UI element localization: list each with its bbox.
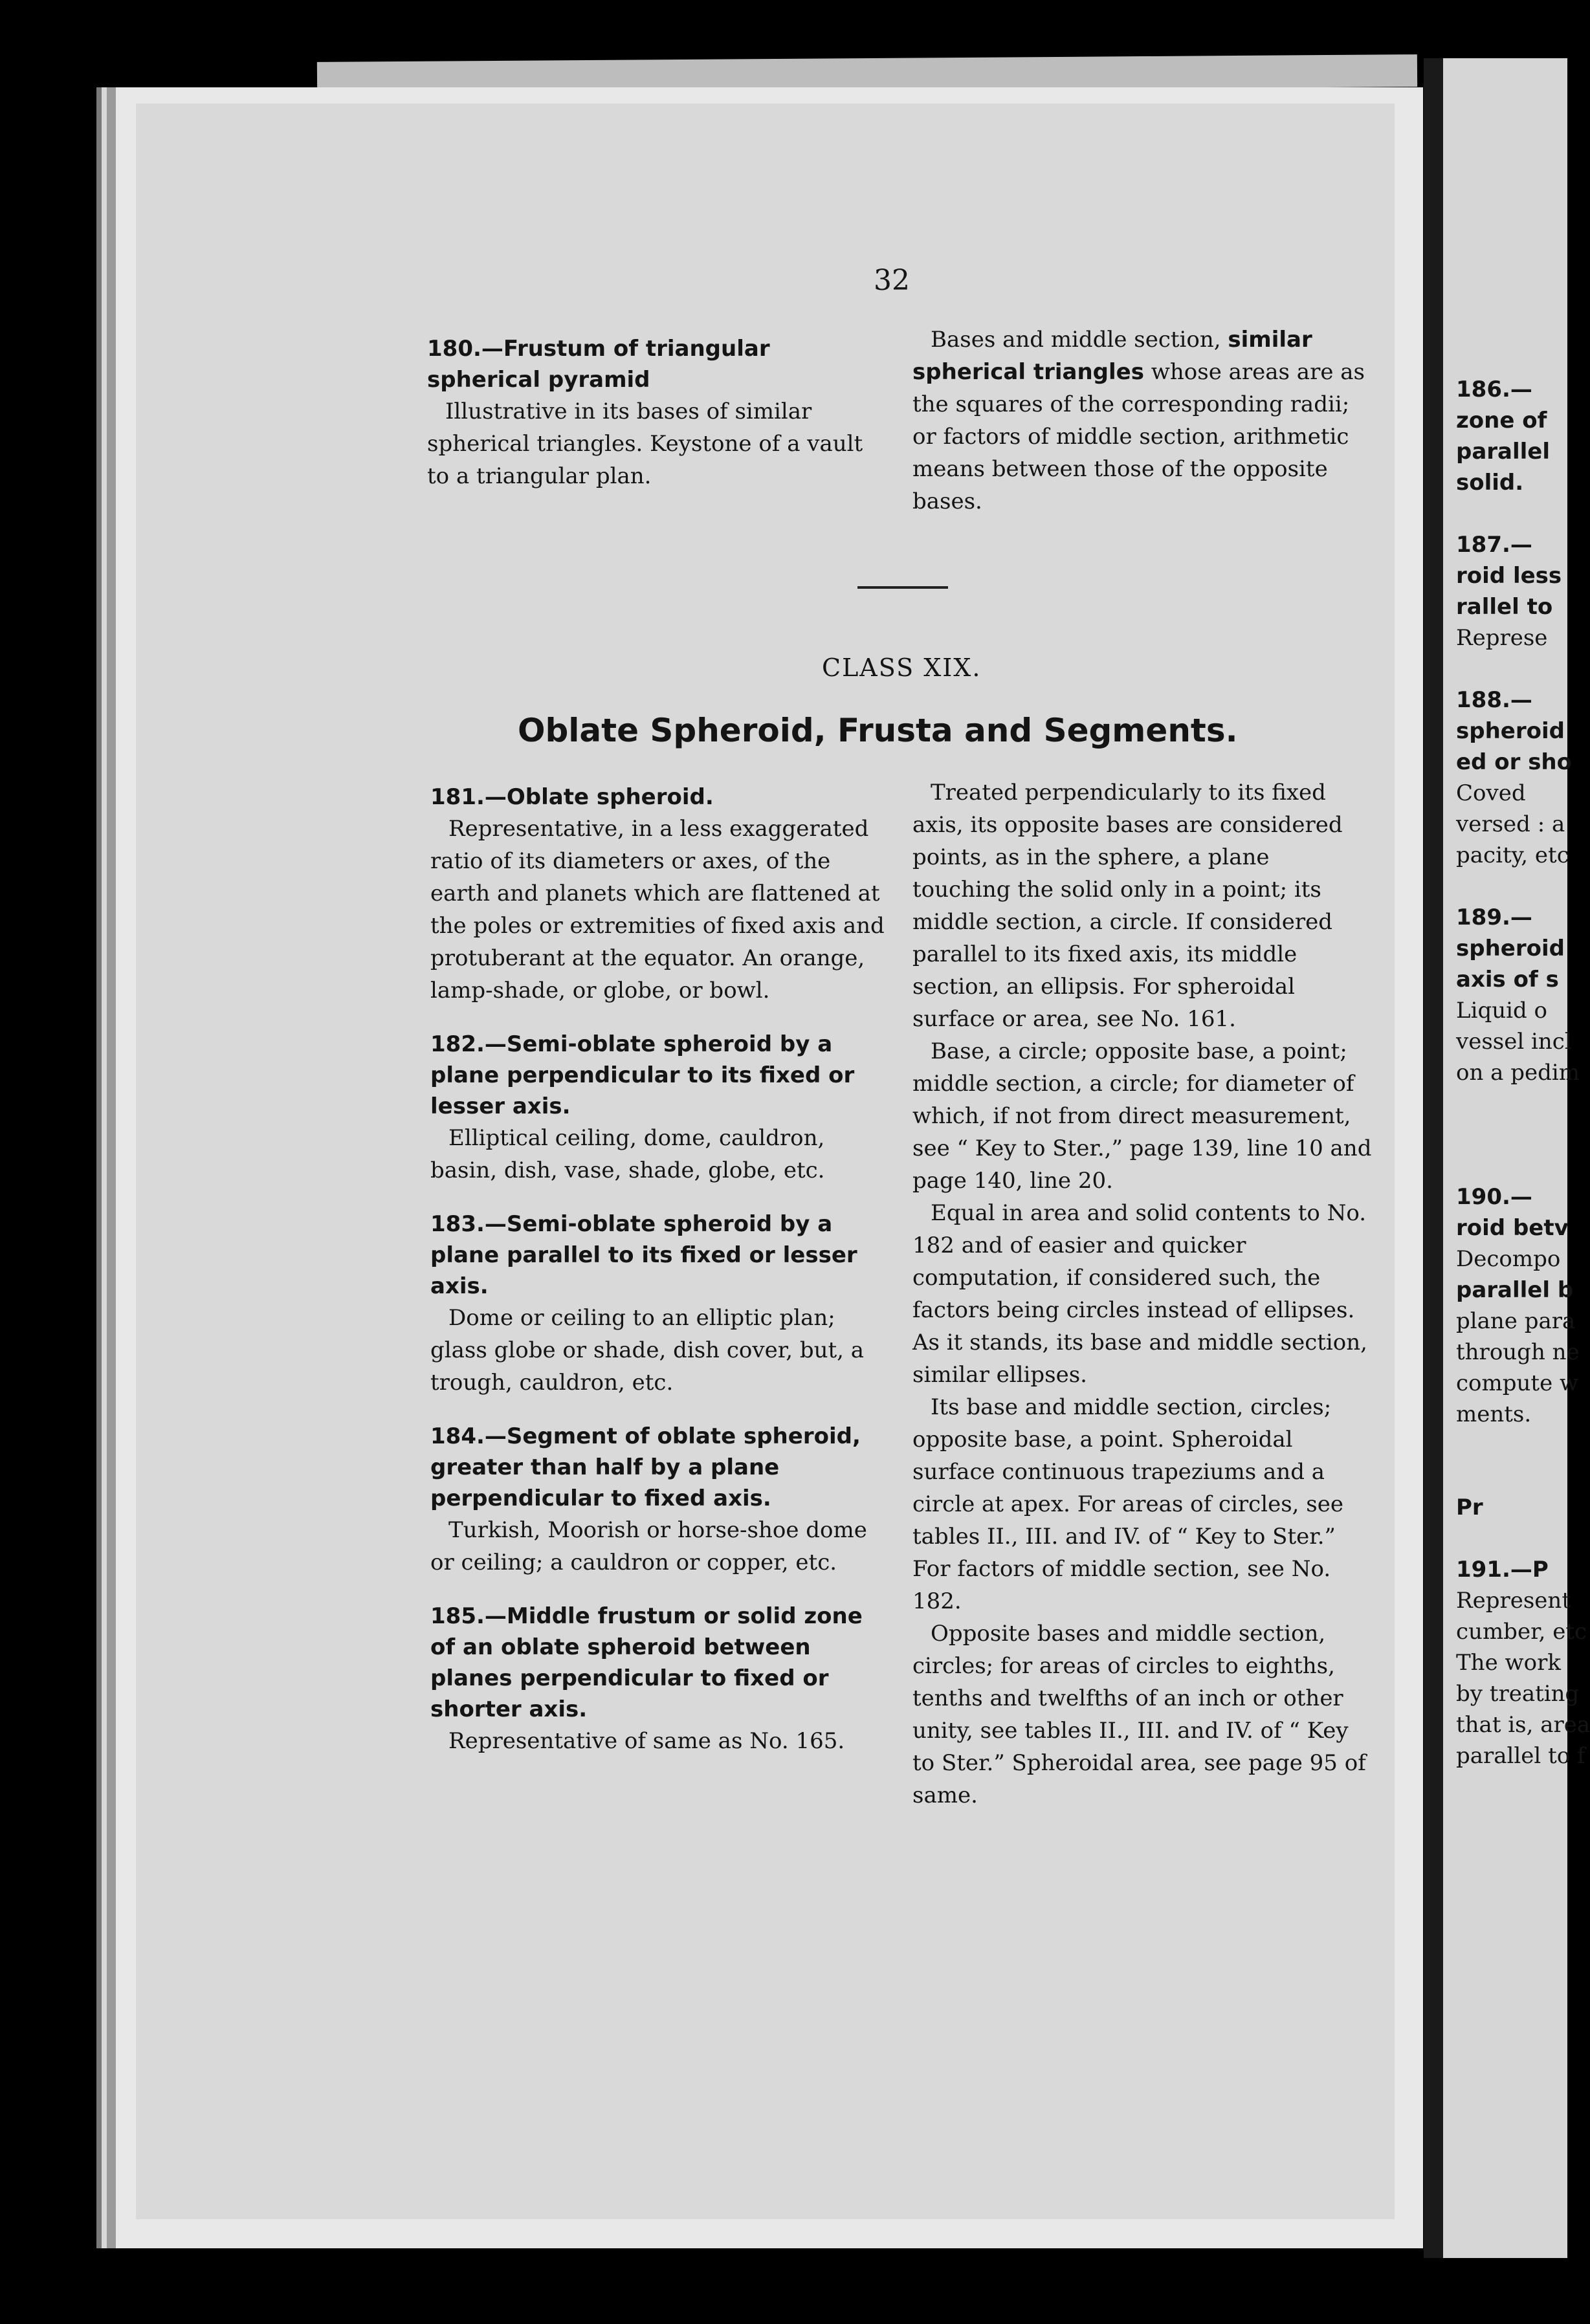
next-page-line: 189.— [1456,904,1532,930]
class-label: CLASS XIX. [822,653,982,682]
entry-text: Elliptical ceiling, dome, cauldron, basin, dish, vase, shade, globe, etc. [430,1125,825,1183]
next-page-line: that is, area [1456,1712,1590,1738]
next-page-line: Coved [1456,780,1526,806]
next-page-line: parallel b [1456,1277,1574,1303]
next-page-line: 188.— [1456,687,1532,713]
next-page-line: rallel to [1456,594,1553,620]
next-page-line [1456,1088,1590,1119]
entry-180 [427,333,890,492]
right-paragraph: Opposite bases and middle section, circles; for areas of circles to eighths, tenths and twelfths of an inch or other unity, see tables II., III. and IV. of “ Key to Ster.” Spheroidal area, see page 95 of same. [912,1621,1366,1808]
next-page-line: pacity, etc [1456,842,1569,868]
next-page-line: spheroid [1456,936,1565,961]
next-page-line: through ne [1456,1339,1580,1365]
next-page-line: on a pedim [1456,1060,1580,1086]
next-page-line [1456,1430,1590,1461]
entry-184 [430,1421,890,1579]
entry-heading: 181.—Oblate spheroid. [430,784,714,810]
next-page-line: ed or sho [1456,749,1572,775]
entry-heading: 182.—Semi-oblate spheroid by a plane perpendicular to its fixed or lesser axis. [430,1031,855,1119]
right-paragraph: Treated perpendicularly to its fixed axis, its opposite bases are considered points, as in the sphere, a plane touching the solid only in a point; its middle section, a circle. If considered parallel to its fixed axis, its middle section, an ellipsis. For spheroidal surface or area, see No. 161. [912,780,1343,1032]
next-page-line: Represent [1456,1588,1571,1614]
left-column [430,782,890,1779]
entry-text: Dome or ceiling to an elliptic plan; glass globe or shade, dish cover, but, a trough, cauldron, etc. [430,1305,865,1396]
next-page-line: Decompo [1456,1246,1561,1272]
top-right-text-post: whose areas are as the squares of the corresponding radii; or factors of middle section, arithmetic means between those of the opposite bases. [912,359,1365,514]
right-paragraph: Its base and middle section, circles; opposite base, a point. Spheroidal surface continuous trapeziums and a circle at apex. For areas of circles, see tables II., III. and IV. of “ Key to Ster.” For factors of middle section, see No. 182. [912,1394,1343,1614]
entry-heading: 180.—Frustum of triangular spherical pyramid [427,336,770,393]
next-page-line: ments. [1456,1401,1532,1427]
top-right-text-pre: Bases and middle section, [931,327,1228,353]
right-paragraph: Base, a circle; opposite base, a point; middle section, a circle; for diameter of which, if not from direct measurement, see “ Key to Ster.,” page 139, line 10 and page 140, line 20. [912,1038,1372,1194]
top-right-bold: similar spherical triangles [912,327,1312,385]
next-page-line [1456,1150,1590,1181]
entry-text: Turkish, Moorish or horse-shoe dome or ceiling; a cauldron or copper, etc. [430,1517,867,1575]
next-page-line: Pr [1456,1495,1483,1520]
next-page-line: parallel to f [1456,1743,1585,1769]
entry-text: Representative, in a less exaggerated ratio of its diameters or axes, of the earth and planets which are flattened at the poles or extremities of fixed axis and protuberant at the equator. An orange, lamp-shade, or globe, or bowl. [430,816,885,1003]
section-divider [857,586,948,589]
next-page-line: cumber, etc [1456,1619,1587,1645]
next-page-line [1456,653,1590,685]
entry-182 [430,1029,890,1187]
entry-heading: 183.—Semi-oblate spheroid by a plane parallel to its fixed or lesser axis. [430,1211,857,1299]
entry-text: Illustrative in its bases of similar spherical triangles. Keystone of a vault to a triangular plan. [427,399,863,489]
next-page-line: roid betv [1456,1215,1569,1241]
next-page-line: roid less [1456,563,1562,589]
next-page-line: solid. [1456,470,1524,496]
next-page-line: versed : a [1456,811,1565,837]
next-page-fragment [1424,58,1590,2258]
next-page-line: by treating [1456,1681,1580,1707]
page-number: 32 [874,264,910,297]
next-page-lines [1456,374,1590,1771]
next-page-line: Liquid o [1456,998,1548,1024]
next-page-line: plane para [1456,1308,1576,1334]
entry-text: Representative of same as No. 165. [448,1728,845,1754]
top-right-column [912,323,1365,518]
right-column [912,776,1372,1812]
next-page-line [1456,1461,1590,1492]
next-page-line: zone of [1456,408,1547,433]
next-page-line [1456,871,1590,902]
next-page-line: Represe [1456,625,1548,651]
entry-181 [430,782,890,1007]
next-page-line [1456,1523,1590,1554]
next-page-line [1456,1119,1590,1150]
top-left-column [427,333,890,514]
next-page-line: compute w [1456,1370,1579,1396]
next-page-line: 187.— [1456,532,1532,558]
next-page-line: axis of s [1456,967,1559,992]
top-right-paragraph [912,323,1365,518]
right-paragraph: Equal in area and solid contents to No. 182 and of easier and quicker computation, if considered such, the factors being circles instead of ellipses. As it stands, its base and middle section, similar ellipses. [912,1200,1367,1388]
next-page-line: 190.— [1456,1184,1532,1210]
next-page-line: parallel [1456,439,1551,465]
next-page-line: 191.—P [1456,1557,1549,1583]
section-title: Oblate Spheroid, Frusta and Segments. [518,712,1238,749]
next-page-line [1456,498,1590,529]
entry-heading: 185.—Middle frustum or solid zone of an oblate spheroid between planes perpendicular to fixed or shorter axis. [430,1603,863,1722]
entry-183 [430,1209,890,1399]
next-page-line: spheroid [1456,718,1565,744]
next-page-line: 186.— [1456,377,1532,402]
entry-185 [430,1601,890,1757]
next-page-line: The work [1456,1650,1561,1676]
next-page-line: vessel incl [1456,1029,1572,1055]
entry-heading: 184.—Segment of oblate spheroid, greater than half by a plane perpendicular to fixed axis. [430,1423,861,1511]
